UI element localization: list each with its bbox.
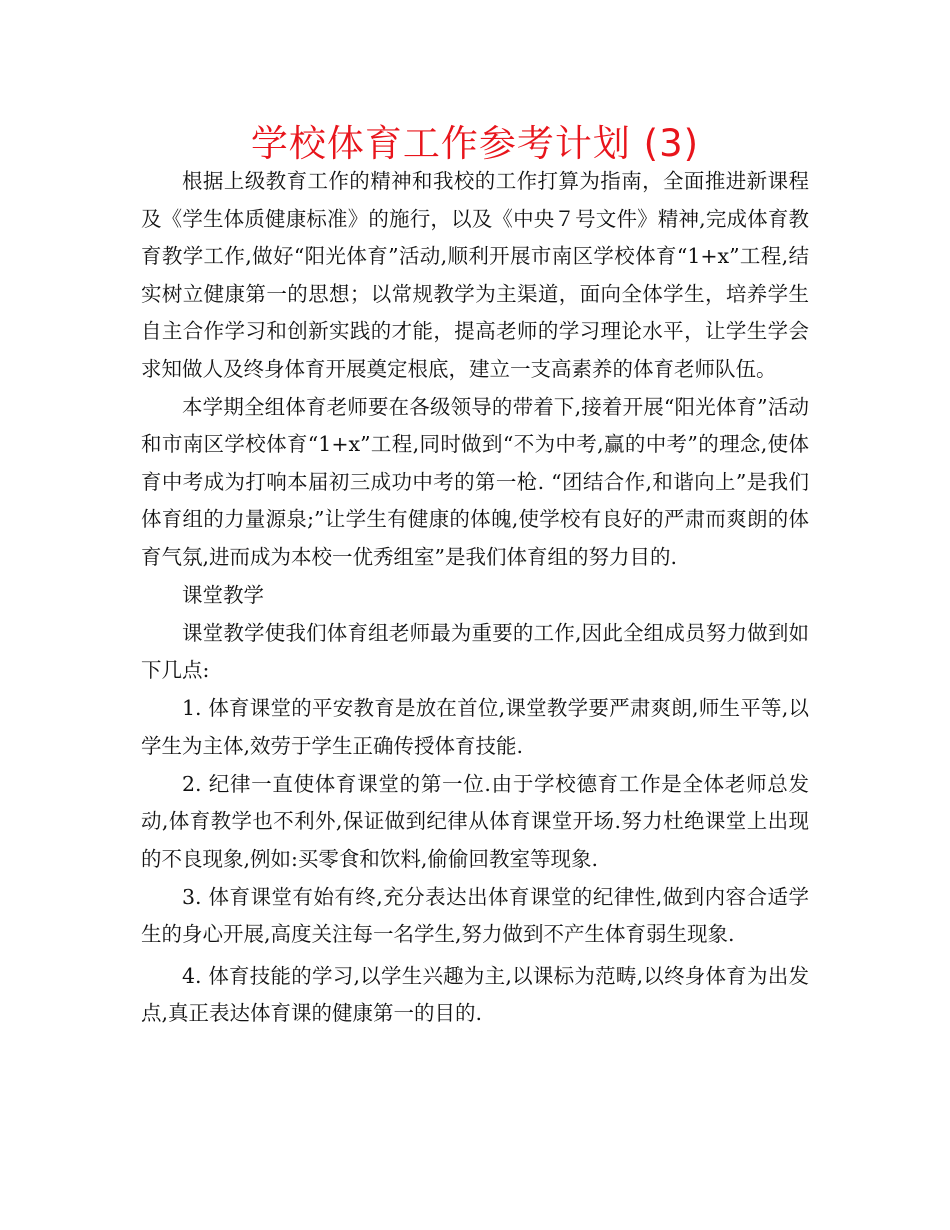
paragraph-classroom-intro: 课堂教学使我们体育组老师最为重要的工作,因此全组成员努力做到如下几点: bbox=[141, 620, 809, 682]
document-title: 学校体育工作参考计划 (3) bbox=[250, 122, 700, 165]
paragraph-intro: 根据上级教育工作的精神和我校的工作打算为指南，全面推进新课程及《学生体质健康标准》的施行，以及《中央７号文件》精神,完成体育教育教学工作,做好“阳光体育”活动,顺利开展市南区学校体育“1+x”工程,结实树立健康第一的思想；以常规教学为主渠道，面向全体学生，培养学生自主合作学习和创新实践的才能，提高老师的学习理论水平，让学生学会求知做人及终身体育开展奠定根底，建立一支高素养的体育老师队伍。 bbox=[141, 169, 809, 381]
paragraph-semester-plan: 本学期全组体育老师要在各级领导的带着下,接着开展“阳光体育”活动和市南区学校体育“1+x”工程,同时做到“不为中考,赢的中考”的理念,使体育中考成为打响本届初三成功中考的第一枪. “团结合作,和谐向上”是我们体育组的力量源泉;”让学生有健康的体魄,使学校有良好的严肃而爽朗的体育气氛,进而成为本校一优秀组室”是我们体育组的努力目的. bbox=[141, 394, 809, 569]
list-item-3: 3. 体育课堂有始有终,充分表达出体育课堂的纪律性,做到内容合适学生的身心开展,高度关注每一名学生,努力做到不产生体育弱生现象. bbox=[141, 884, 809, 946]
list-item-2: 2. 纪律一直使体育课堂的第一位.由于学校德育工作是全体老师总发动,体育教学也不利外,保证做到纪律从体育课堂开场.努力杜绝课堂上出现的不良现象,例如:买零食和饮料,偷偷回教室等现象. bbox=[141, 771, 809, 871]
document-body bbox=[141, 163, 809, 1033]
list-item-1: 1. 体育课堂的平安教育是放在首位,课堂教学要严肃爽朗,师生平等,以学生为主体,效劳于学生正确传授体育技能. bbox=[141, 696, 809, 758]
section-heading-classroom-teaching: 课堂教学 bbox=[182, 582, 264, 607]
list-item-4: 4. 体育技能的学习,以学生兴趣为主,以课标为范畴,以终身体育为出发点,真正表达体育课的健康第一的目的. bbox=[141, 963, 809, 1025]
